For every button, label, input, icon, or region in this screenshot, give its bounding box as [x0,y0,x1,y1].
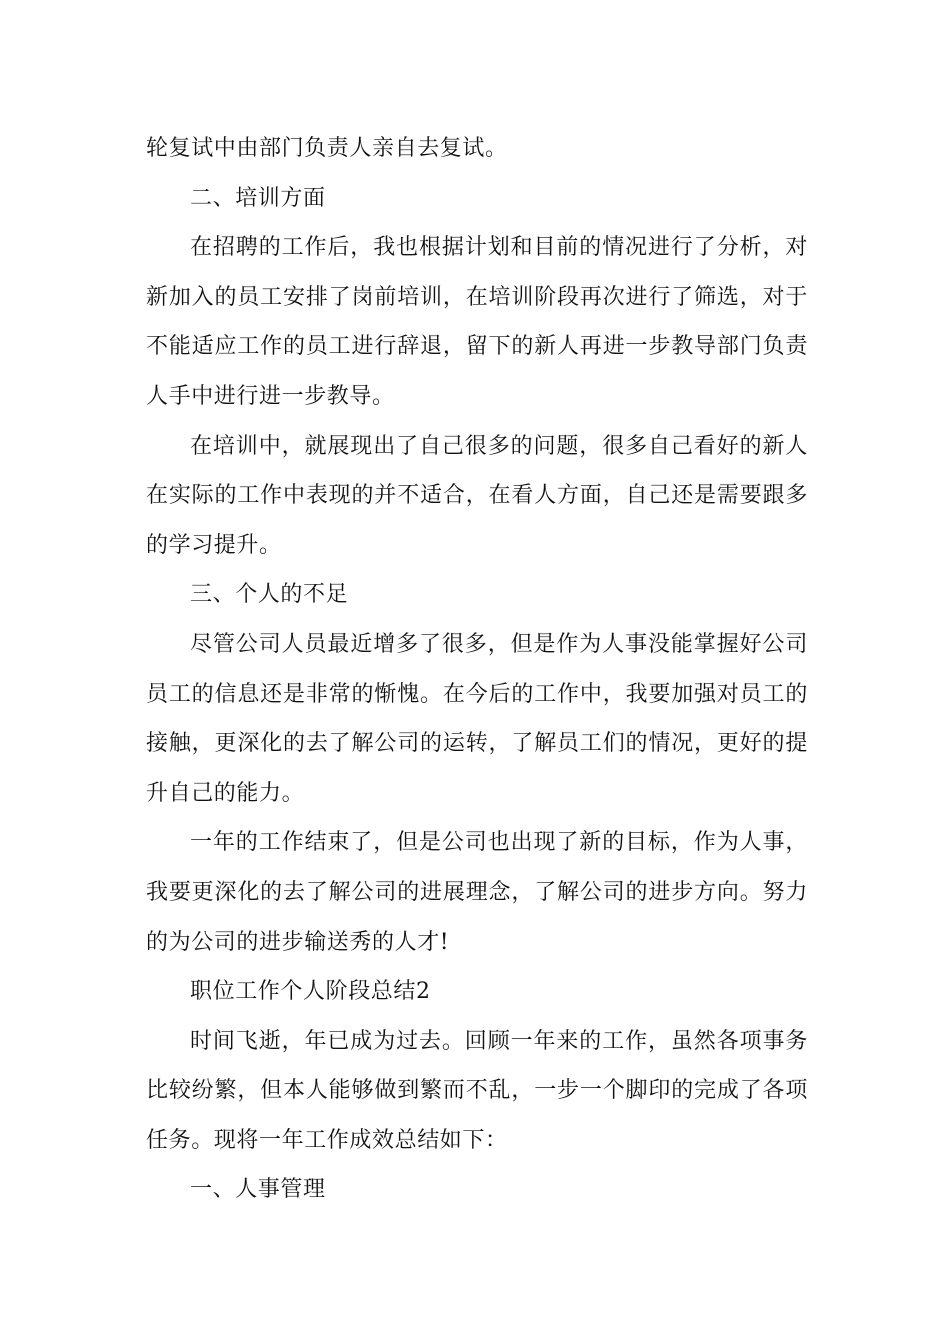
paragraph-summary-intro: 时间飞逝，年已成为过去。回顾一年来的工作，虽然各项事务比较纷繁，但本人能够做到繁而不乱，一步一个脚印的完成了各项任务。现将一年工作成效总结如下： [146,1028,808,1153]
section-heading-personnel: 一、人事管理 [190,1177,326,1203]
paragraph-shortcomings-1: 尽管公司人员最近增多了很多，但是作为人事没能掌握好公司员工的信息还是非常的惭愧。在今后的工作中，我要加强对员工的接触，更深化的去了解公司的运转，了解员工们的情况，更好的提升自己的能力。 [146,631,808,806]
paragraph-continuation: 轮复试中由部门负责人亲自去复试。 [146,136,508,161]
paragraph-shortcomings-2: 一年的工作结束了，但是公司也出现了新的目标，作为人事，我要更深化的去了解公司的进展理念，了解公司的进步方向。努力的为公司的进步输送秀的人才! [146,830,808,955]
paragraph-training-2: 在培训中，就展现出了自己很多的问题，很多自己看好的新人在实际的工作中表现的并不适合，在看人方面，自己还是需要跟多的学习提升。 [146,433,808,558]
section-heading-shortcomings: 三、个人的不足 [190,582,349,608]
document-body [146,124,808,1215]
paragraph-training-1: 在招聘的工作后，我也根据计划和目前的情况进行了分析，对新加入的员工安排了岗前培训，在培训阶段再次进行了筛选，对于不能适应工作的员工进行辞退，留下的新人再进一步教导部门负责人手中进行进一步教导。 [146,235,808,409]
document-title-summary-2: 职位工作个人阶段总结2 [190,979,431,1005]
section-heading-training: 二、培训方面 [190,185,326,211]
